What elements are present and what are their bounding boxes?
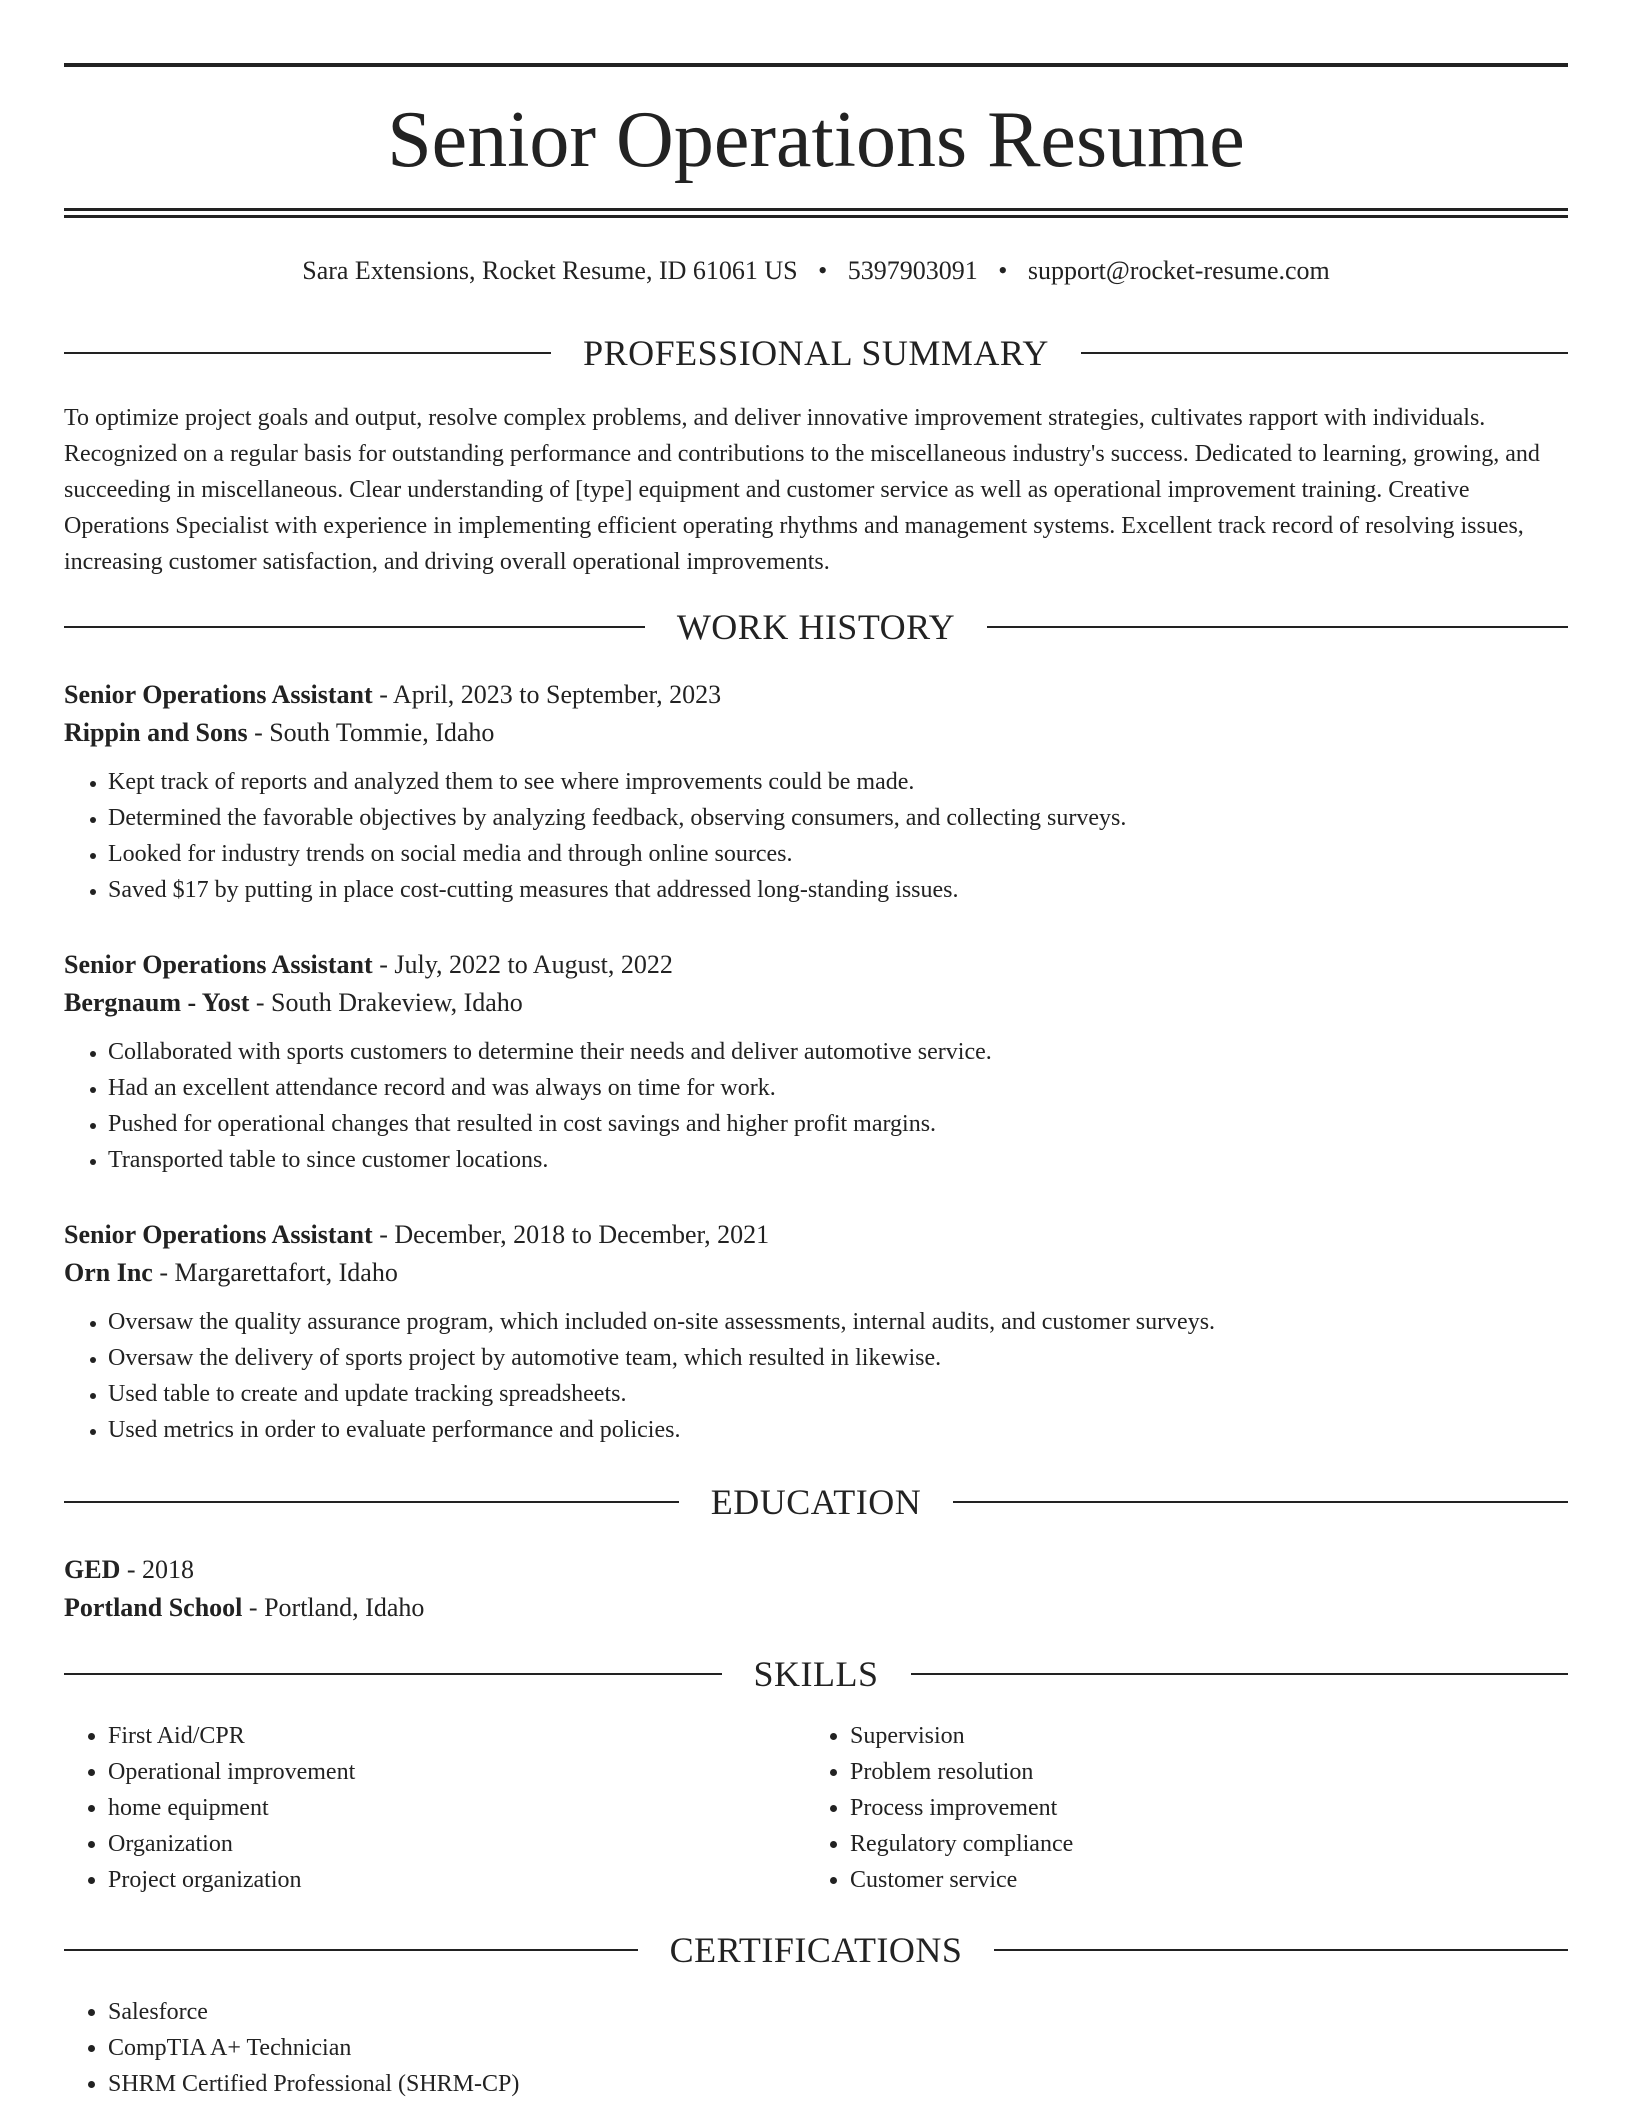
section-title: PROFESSIONAL SUMMARY (583, 333, 1049, 373)
job-title-line (64, 1216, 1568, 1254)
section-heading-skills (64, 1652, 1568, 1696)
job-title: Senior Operations Assistant (64, 1220, 373, 1249)
education-entry (64, 1551, 1568, 1627)
job-entry (64, 1216, 1568, 1448)
job-bullet: • Used metrics in order to evaluate performance and policies. (108, 1412, 1568, 1448)
job-bullet: • Used table to create and update tracking spreadsheets. (108, 1376, 1568, 1412)
job-entry (64, 676, 1568, 908)
job-title: Senior Operations Assistant (64, 950, 373, 979)
certification-item: • Salesforce (108, 1994, 1568, 2030)
skill-item: • Organization (108, 1826, 806, 1862)
contact-line (64, 253, 1568, 289)
section-rule (64, 352, 551, 354)
section-title: WORK HISTORY (676, 607, 956, 647)
section-rule (911, 1673, 1569, 1675)
job-dates: - December, 2018 to December, 2021 (372, 1220, 770, 1249)
job-company: Bergnaum - Yost (64, 988, 250, 1017)
skill-item: • Supervision (850, 1718, 1548, 1754)
contact-phone: 5397903091 (847, 256, 978, 285)
skills-column-right (806, 1718, 1548, 1898)
top-rule (64, 63, 1568, 67)
job-bullet: • Oversaw the delivery of sports project by automotive team, which resulted in likewise. (108, 1340, 1568, 1376)
certification-item: • CompTIA A+ Technician (108, 2030, 1568, 2066)
job-bullet: • Transported table to since customer locations. (108, 1142, 1568, 1178)
skill-item: • First Aid/CPR (108, 1718, 806, 1754)
job-title-line (64, 676, 1568, 714)
job-title-line (64, 946, 1568, 984)
job-dates: - April, 2023 to September, 2023 (372, 680, 722, 709)
skill-item: • Operational improvement (108, 1754, 806, 1790)
job-location: - South Tommie, Idaho (247, 718, 495, 747)
section-rule (64, 1501, 679, 1503)
section-rule (987, 626, 1568, 628)
section-title: CERTIFICATIONS (669, 1930, 963, 1970)
section-heading-summary (64, 331, 1568, 375)
skill-item: • Regulatory compliance (850, 1826, 1548, 1862)
job-company: Orn Inc (64, 1258, 153, 1287)
job-bullet: • Looked for industry trends on social media and through online sources. (108, 836, 1568, 872)
job-company-line (64, 984, 1568, 1022)
skill-item: • Project organization (108, 1862, 806, 1898)
education-degree-line (64, 1551, 1568, 1589)
section-heading-certifications (64, 1928, 1568, 1972)
contact-address: Sara Extensions, Rocket Resume, ID 61061 US (302, 256, 798, 285)
certifications-list (64, 1994, 1568, 2102)
job-company: Rippin and Sons (64, 718, 248, 747)
skill-item: • Process improvement (850, 1790, 1548, 1826)
job-entry (64, 946, 1568, 1178)
skills-column-left (64, 1718, 806, 1898)
contact-separator: • (818, 256, 828, 285)
section-rule (64, 626, 645, 628)
job-location: - South Drakeview, Idaho (249, 988, 523, 1017)
job-bullets (64, 1034, 1568, 1178)
section-rule (1081, 352, 1568, 354)
job-dates: - July, 2022 to August, 2022 (372, 950, 673, 979)
job-bullet: • Collaborated with sports customers to determine their needs and deliver automotive service. (108, 1034, 1568, 1070)
job-bullets (64, 764, 1568, 908)
job-company-line (64, 714, 1568, 752)
title-double-rule-upper (64, 208, 1568, 211)
job-title: Senior Operations Assistant (64, 680, 373, 709)
section-heading-education (64, 1480, 1568, 1524)
resume-title: Senior Operations Resume (387, 96, 1245, 184)
contact-separator: • (998, 256, 1008, 285)
education-degree: GED (64, 1555, 121, 1584)
summary-text: To optimize project goals and output, resolve complex problems, and deliver innovative improvement strategies, cultivates rapport with individuals. Recognized on a regular basis for outstanding performance and contributions to the miscellaneous industry's success. Dedicated to learning, growing, and succeeding in miscellaneous. Clear understanding of [type] equipment and customer service as well as operational improvement training. Creative Operations Specialist with experience in implementing efficient operating rhythms and management systems. Excellent track record of resolving issues, increasing customer satisfaction, and driving overall operational improvements. (64, 405, 1540, 575)
education-school: Portland School (64, 1593, 243, 1622)
job-bullet: • Saved $17 by putting in place cost-cutting measures that addressed long-standing issues. (108, 872, 1568, 908)
certification-item: • SHRM Certified Professional (SHRM-CP) (108, 2066, 1568, 2102)
job-company-line (64, 1254, 1568, 1292)
section-title: SKILLS (753, 1654, 879, 1694)
skill-item: • Problem resolution (850, 1754, 1548, 1790)
contact-email: support@rocket-resume.com (1027, 256, 1330, 285)
skills-list (64, 1718, 1568, 1898)
section-rule (64, 1949, 638, 1951)
title-double-rule-lower (64, 215, 1568, 218)
job-location: - Margarettafort, Idaho (152, 1258, 398, 1287)
job-bullet: • Had an excellent attendance record and was always on time for work. (108, 1070, 1568, 1106)
section-title: EDUCATION (710, 1482, 922, 1522)
job-bullet: • Pushed for operational changes that resulted in cost savings and higher profit margins. (108, 1106, 1568, 1142)
section-rule (64, 1673, 722, 1675)
job-bullet: • Kept track of reports and analyzed them to see where improvements could be made. (108, 764, 1568, 800)
education-year: - 2018 (120, 1555, 195, 1584)
skill-item: • Customer service (850, 1862, 1548, 1898)
job-bullet: • Determined the favorable objectives by analyzing feedback, observing consumers, and collecting surveys. (108, 800, 1568, 836)
section-heading-work-history (64, 605, 1568, 649)
education-school-line (64, 1589, 1568, 1627)
job-bullet: • Oversaw the quality assurance program, which included on-site assessments, internal audits, and customer surveys. (108, 1304, 1568, 1340)
section-rule (994, 1949, 1568, 1951)
skill-item: • home equipment (108, 1790, 806, 1826)
section-rule (953, 1501, 1568, 1503)
education-location: - Portland, Idaho (242, 1593, 425, 1622)
job-bullets (64, 1304, 1568, 1448)
